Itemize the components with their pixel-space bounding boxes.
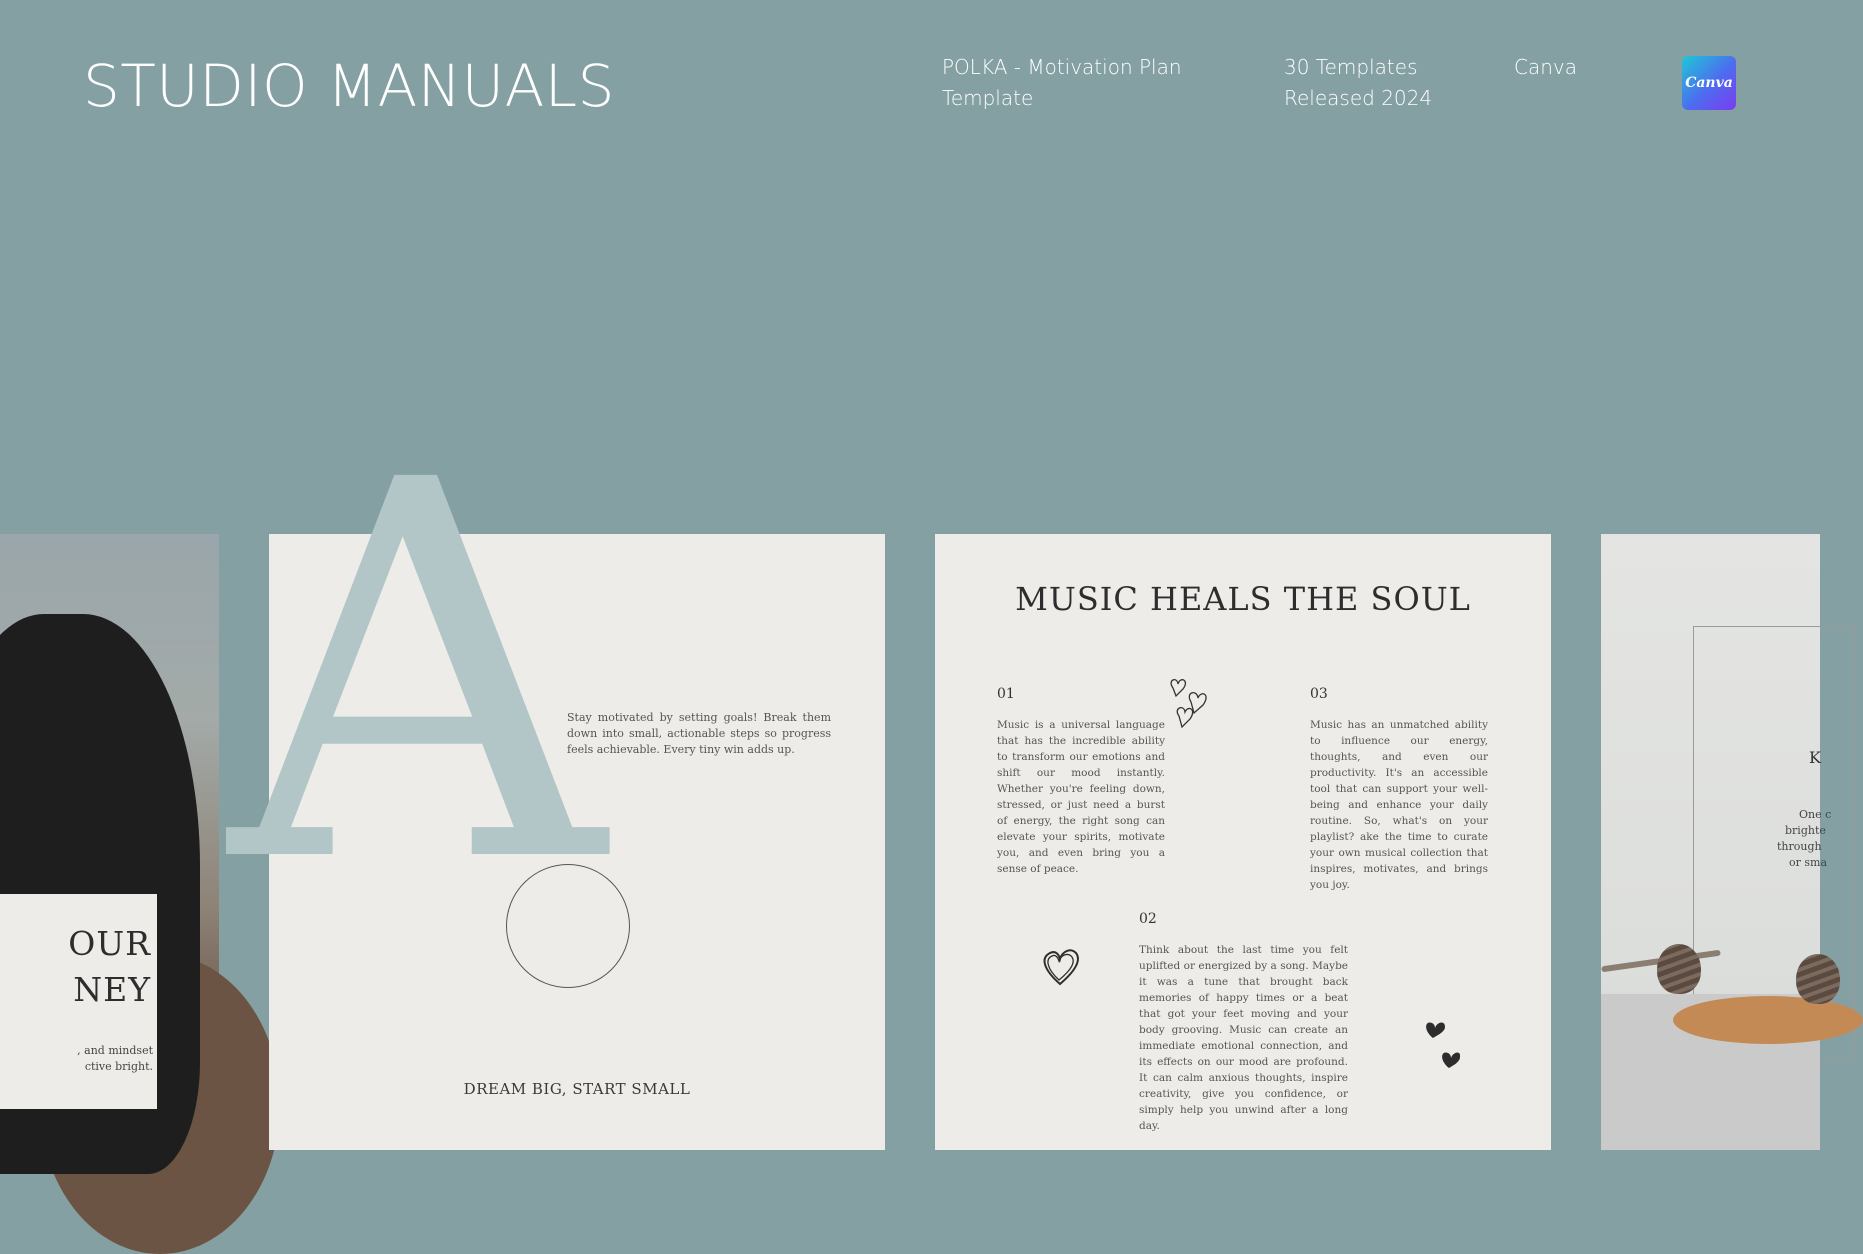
frame-text-line: through xyxy=(1777,840,1822,853)
decorative-circle xyxy=(506,864,630,988)
heart-icon xyxy=(1163,672,1215,738)
release-year: Released 2024 xyxy=(1284,86,1433,110)
heart-icon xyxy=(1421,1016,1461,1076)
brand-title: STUDIO MANUALS xyxy=(83,52,615,120)
photo-text-panel xyxy=(0,894,157,1109)
platform-label xyxy=(1514,52,1577,83)
section-text: Music has an unmatched ability to influence our energy, thoughts, and even our productivity. It's an accessible tool that can support your well-being and enhance your daily routine. So, what's on your playlist? ake the time to curate your own musical collection that inspires, motivates, and brings you joy. xyxy=(1310,719,1488,891)
section-text: Music is a universal language that has the incredible ability to transform our emotions and shift our mood instantly. Whether you're feeling down, stressed, or just need a burst of energy, the right song can elevate your spirits, motivate you, and even bring you a sense of peace. xyxy=(997,719,1165,875)
motivation-quote: Stay motivated by setting goals! Break them down into small, actionable steps so progress feels achievable. Every tiny win adds up. xyxy=(567,711,831,756)
photo-heading-line2: NEY xyxy=(73,970,151,1009)
section-number: 02 xyxy=(1139,911,1157,927)
product-name-line1: POLKA - Motivation Plan xyxy=(942,55,1182,79)
pine-cone-shape xyxy=(1796,954,1840,1004)
template-count: 30 Templates xyxy=(1284,55,1418,79)
wooden-tray xyxy=(1673,996,1863,1044)
product-name xyxy=(942,52,1182,114)
frame-heading-letter: K xyxy=(1809,748,1821,767)
photo-body-line2: ctive bright. xyxy=(84,1060,153,1073)
card-tagline: DREAM BIG, START SMALL xyxy=(463,1080,691,1098)
product-name-line2: Template xyxy=(942,86,1034,110)
photo-heading-line1: OUR xyxy=(68,924,151,963)
section-number: 01 xyxy=(997,686,1015,702)
template-info xyxy=(1284,52,1432,114)
frame-text-line: One c xyxy=(1799,808,1832,821)
template-card-photo[interactable] xyxy=(0,534,219,1150)
section-text: Think about the last time you felt uplifted or energized by a song. Maybe it was a tune that brought back memories of happy times or a beat that got your feet moving and your body grooving. Music can create an immediate emotional connection, and its effects on our mood are profound. It can calm anxious thoughts, inspire creativity, give you confidence, or simply help you unwind after a long day. xyxy=(1139,944,1348,1132)
frame-text-line: or sma xyxy=(1789,856,1828,869)
decorative-letter: A xyxy=(229,371,605,977)
section-number: 03 xyxy=(1310,686,1328,702)
canva-badge-label: Canva xyxy=(1685,75,1733,91)
frame-text-line: brighte xyxy=(1785,824,1826,837)
canva-logo-icon[interactable] xyxy=(1682,56,1736,110)
template-card-music[interactable] xyxy=(935,534,1551,1150)
heart-icon xyxy=(1040,944,1082,988)
photo-body-line1: , and mindset xyxy=(77,1044,153,1057)
template-card-letter[interactable] xyxy=(229,371,885,1150)
platform-name: Canva xyxy=(1514,55,1577,79)
pine-cone-shape xyxy=(1657,944,1701,994)
music-card-title: MUSIC HEALS THE SOUL xyxy=(1015,580,1471,618)
template-card-right[interactable] xyxy=(1601,534,1832,1150)
